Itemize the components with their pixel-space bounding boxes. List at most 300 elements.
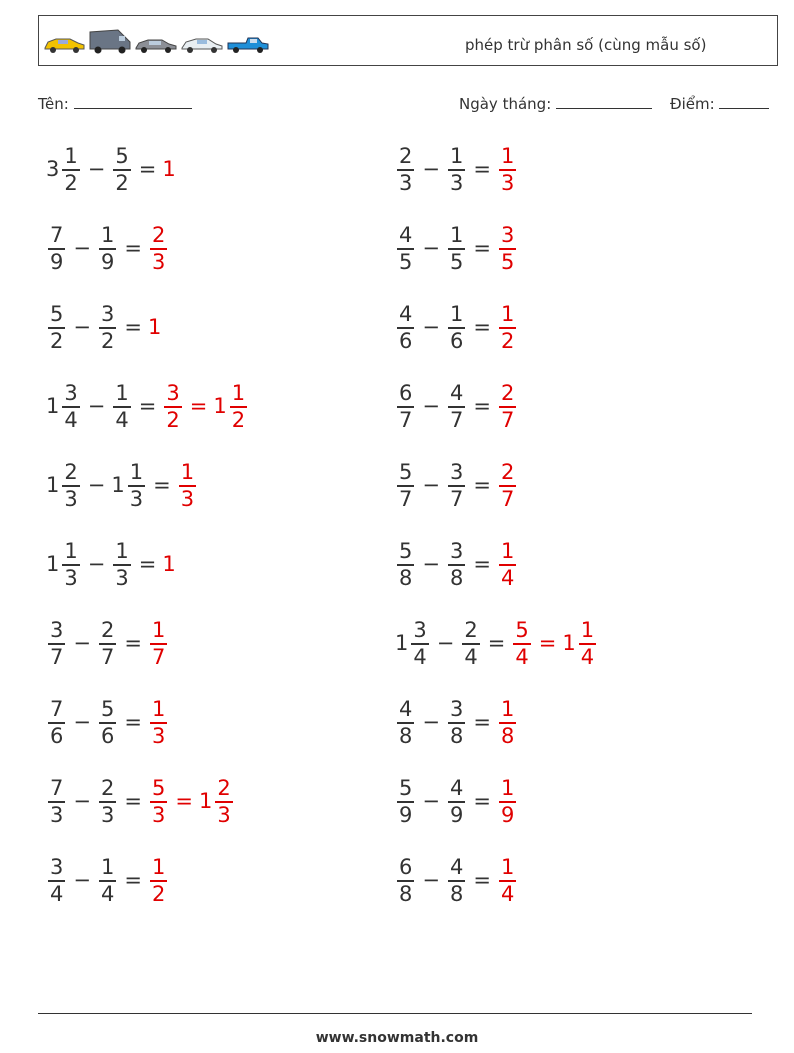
minus-sign: − bbox=[422, 315, 440, 340]
problem-15 bbox=[46, 698, 169, 747]
whole-number: 1 bbox=[395, 631, 409, 656]
fraction bbox=[448, 540, 465, 589]
numerator: 3 bbox=[449, 697, 464, 721]
subtrahend bbox=[111, 145, 132, 194]
fraction bbox=[48, 619, 65, 668]
answer-part bbox=[148, 698, 169, 747]
fraction bbox=[179, 461, 196, 510]
fraction bbox=[579, 619, 596, 668]
answer-part bbox=[497, 303, 518, 352]
fraction bbox=[513, 619, 530, 668]
numerator: 5 bbox=[151, 776, 166, 800]
equals-sign: = bbox=[473, 710, 491, 735]
hatchback-icon bbox=[180, 34, 224, 54]
fraction bbox=[397, 698, 414, 747]
van-icon bbox=[88, 28, 132, 54]
denominator: 4 bbox=[100, 881, 115, 906]
denominator: 4 bbox=[64, 407, 78, 432]
answer-part bbox=[497, 856, 518, 905]
answer-part bbox=[199, 777, 235, 826]
fraction bbox=[150, 856, 167, 905]
footer-url: www.snowmath.com bbox=[315, 1030, 479, 1046]
numerator: 2 bbox=[500, 381, 515, 405]
fraction bbox=[462, 619, 479, 668]
denominator: 7 bbox=[100, 644, 115, 669]
minus-sign: − bbox=[422, 236, 440, 261]
numerator: 1 bbox=[100, 855, 115, 879]
equals-sign: = bbox=[473, 394, 491, 419]
numerator: 1 bbox=[115, 539, 129, 563]
denominator: 2 bbox=[100, 328, 115, 353]
denominator: 8 bbox=[399, 723, 413, 748]
numerator: 3 bbox=[449, 460, 464, 484]
equals-sign: = bbox=[138, 157, 157, 182]
subtrahend bbox=[97, 224, 118, 273]
fraction bbox=[62, 145, 79, 194]
answer bbox=[148, 698, 169, 747]
minuend bbox=[46, 540, 82, 589]
numerator: 2 bbox=[100, 618, 115, 642]
minuend bbox=[395, 461, 416, 510]
minus-sign: − bbox=[422, 552, 440, 577]
denominator: 7 bbox=[151, 644, 166, 669]
numerator: 3 bbox=[413, 618, 427, 642]
problem-16 bbox=[395, 698, 518, 747]
minus-sign: − bbox=[87, 552, 106, 577]
denominator: 9 bbox=[50, 249, 64, 274]
answer bbox=[497, 303, 518, 352]
fraction bbox=[448, 698, 465, 747]
answer-part bbox=[148, 315, 162, 339]
numerator: 3 bbox=[449, 539, 464, 563]
numerator: 4 bbox=[399, 697, 413, 721]
denominator: 8 bbox=[399, 881, 413, 906]
problem-11 bbox=[46, 540, 177, 589]
minus-sign: − bbox=[73, 236, 91, 261]
numerator: 3 bbox=[166, 381, 180, 405]
sedan-icon bbox=[134, 34, 178, 54]
denominator: 5 bbox=[449, 249, 464, 274]
denominator: 3 bbox=[151, 723, 166, 748]
answer-part bbox=[162, 157, 176, 181]
whole-number: 1 bbox=[562, 631, 576, 656]
fraction bbox=[113, 382, 130, 431]
pickup-icon bbox=[226, 34, 270, 54]
answer bbox=[148, 619, 169, 668]
answer bbox=[148, 856, 169, 905]
denominator: 3 bbox=[500, 170, 515, 195]
numerator: 1 bbox=[115, 381, 129, 405]
numerator: 1 bbox=[64, 539, 78, 563]
denominator: 6 bbox=[399, 328, 413, 353]
numerator: 1 bbox=[500, 697, 515, 721]
denominator: 7 bbox=[399, 407, 413, 432]
subtrahend bbox=[446, 540, 467, 589]
minuend bbox=[46, 224, 67, 273]
subtrahend bbox=[111, 382, 132, 431]
numerator: 1 bbox=[180, 460, 195, 484]
minuend bbox=[46, 777, 67, 826]
numerator: 1 bbox=[500, 776, 515, 800]
fraction bbox=[215, 777, 232, 826]
minus-sign: − bbox=[436, 631, 455, 656]
subtrahend bbox=[446, 461, 467, 510]
fraction bbox=[397, 540, 414, 589]
answer-part bbox=[148, 619, 169, 668]
minus-sign: − bbox=[73, 631, 91, 656]
denominator: 2 bbox=[500, 328, 515, 353]
equals-sign: = bbox=[138, 552, 157, 577]
problem-3 bbox=[46, 224, 169, 273]
fraction bbox=[499, 856, 516, 905]
denominator: 7 bbox=[399, 486, 413, 511]
fraction bbox=[150, 777, 167, 826]
fraction bbox=[397, 303, 414, 352]
problem-13 bbox=[46, 619, 169, 668]
subtrahend bbox=[446, 698, 467, 747]
fraction bbox=[499, 303, 516, 352]
denominator: 3 bbox=[151, 249, 166, 274]
numerator: 3 bbox=[100, 302, 115, 326]
fraction bbox=[499, 224, 516, 273]
denominator: 8 bbox=[399, 565, 413, 590]
whole-number: 1 bbox=[111, 473, 125, 498]
fraction bbox=[99, 856, 116, 905]
whole-number: 1 bbox=[213, 394, 227, 419]
equals-sign: = bbox=[124, 631, 142, 656]
fraction bbox=[150, 698, 167, 747]
whole-number: 1 bbox=[162, 157, 176, 182]
equals-sign: = bbox=[124, 789, 142, 814]
minus-sign: − bbox=[73, 315, 91, 340]
equals-sign: = bbox=[473, 157, 491, 182]
numerator: 2 bbox=[100, 776, 115, 800]
subtrahend bbox=[446, 145, 467, 194]
answer-part bbox=[162, 382, 183, 431]
fraction bbox=[48, 777, 65, 826]
numerator: 4 bbox=[449, 776, 464, 800]
minus-sign: − bbox=[422, 473, 440, 498]
numerator: 1 bbox=[100, 223, 115, 247]
denominator: 4 bbox=[500, 565, 515, 590]
problem-5 bbox=[46, 303, 162, 352]
equals-sign: = bbox=[487, 631, 506, 656]
fraction bbox=[397, 382, 414, 431]
fraction bbox=[128, 461, 145, 510]
answer bbox=[497, 382, 518, 431]
fraction bbox=[499, 382, 516, 431]
minus-sign: − bbox=[422, 157, 440, 182]
problem-7 bbox=[46, 382, 249, 431]
whole-number: 1 bbox=[162, 552, 176, 577]
minus-sign: − bbox=[87, 394, 106, 419]
fraction bbox=[448, 145, 465, 194]
denominator: 4 bbox=[115, 407, 129, 432]
answer-part bbox=[148, 224, 169, 273]
subtrahend bbox=[446, 303, 467, 352]
denominator: 2 bbox=[64, 170, 78, 195]
minus-sign: − bbox=[73, 789, 91, 814]
minuend bbox=[46, 619, 67, 668]
equals-sign: = bbox=[473, 236, 491, 261]
numerator: 1 bbox=[500, 144, 515, 168]
subtrahend bbox=[446, 224, 467, 273]
numerator: 5 bbox=[100, 697, 115, 721]
date-line bbox=[556, 94, 652, 109]
denominator: 8 bbox=[449, 881, 464, 906]
numerator: 4 bbox=[399, 302, 413, 326]
answer-part bbox=[562, 619, 598, 668]
denominator: 3 bbox=[180, 486, 195, 511]
numerator: 4 bbox=[449, 381, 464, 405]
equals-sign: = bbox=[473, 473, 491, 498]
equals-sign: = bbox=[138, 394, 157, 419]
denominator: 6 bbox=[449, 328, 464, 353]
fraction bbox=[448, 224, 465, 273]
denominator: 7 bbox=[500, 486, 515, 511]
denominator: 3 bbox=[129, 486, 144, 511]
minus-sign: − bbox=[422, 710, 440, 735]
fraction bbox=[397, 856, 414, 905]
fraction bbox=[99, 303, 116, 352]
denominator: 8 bbox=[449, 565, 464, 590]
date-label: Ngày tháng: bbox=[459, 95, 552, 113]
whole-number: 3 bbox=[46, 157, 60, 182]
date-field bbox=[459, 94, 652, 113]
denominator: 8 bbox=[500, 723, 515, 748]
fraction bbox=[62, 540, 79, 589]
answer bbox=[148, 777, 235, 826]
numerator: 2 bbox=[151, 223, 166, 247]
minuend bbox=[395, 777, 416, 826]
equals-sign: = bbox=[473, 868, 491, 893]
answer bbox=[497, 698, 518, 747]
name-field bbox=[38, 94, 192, 113]
problem-8 bbox=[395, 382, 518, 431]
problem-14 bbox=[395, 619, 598, 668]
fraction bbox=[62, 461, 79, 510]
fraction bbox=[99, 698, 116, 747]
fraction bbox=[499, 698, 516, 747]
fraction bbox=[48, 698, 65, 747]
numerator: 5 bbox=[399, 460, 413, 484]
numerator: 4 bbox=[449, 855, 464, 879]
subtrahend bbox=[97, 619, 118, 668]
fraction bbox=[48, 303, 65, 352]
minus-sign: − bbox=[87, 157, 106, 182]
denominator: 4 bbox=[413, 644, 427, 669]
fraction bbox=[499, 540, 516, 589]
numerator: 1 bbox=[151, 855, 166, 879]
denominator: 2 bbox=[50, 328, 64, 353]
numerator: 3 bbox=[500, 223, 515, 247]
answer bbox=[497, 540, 518, 589]
denominator: 9 bbox=[500, 802, 515, 827]
equals-sign: = bbox=[124, 236, 142, 261]
answer bbox=[162, 382, 249, 431]
equals-sign: = bbox=[473, 315, 491, 340]
denominator: 4 bbox=[580, 644, 595, 669]
problem-18 bbox=[395, 777, 518, 826]
score-line bbox=[719, 94, 769, 109]
minus-sign: − bbox=[73, 868, 91, 893]
numerator: 3 bbox=[64, 381, 78, 405]
numerator: 1 bbox=[449, 144, 464, 168]
answer bbox=[497, 461, 518, 510]
denominator: 3 bbox=[449, 170, 464, 195]
denominator: 9 bbox=[399, 802, 413, 827]
whole-number: 1 bbox=[147, 315, 162, 340]
name-label: Tên: bbox=[38, 95, 69, 113]
fraction bbox=[99, 777, 116, 826]
denominator: 3 bbox=[399, 170, 413, 195]
equals-sign: = bbox=[473, 552, 491, 577]
minus-sign: − bbox=[422, 394, 440, 419]
numerator: 6 bbox=[399, 855, 413, 879]
problem-20 bbox=[395, 856, 518, 905]
answer-part bbox=[497, 145, 518, 194]
fraction bbox=[448, 856, 465, 905]
fraction bbox=[48, 224, 65, 273]
answer-part bbox=[497, 698, 518, 747]
numerator: 1 bbox=[449, 223, 464, 247]
numerator: 2 bbox=[500, 460, 515, 484]
denominator: 6 bbox=[50, 723, 64, 748]
fraction bbox=[397, 145, 414, 194]
numerator: 7 bbox=[50, 697, 64, 721]
numerator: 2 bbox=[399, 144, 413, 168]
numerator: 4 bbox=[399, 223, 413, 247]
equals-sign: = bbox=[124, 868, 142, 893]
problem-4 bbox=[395, 224, 518, 273]
equals-sign: = bbox=[124, 710, 142, 735]
fraction bbox=[99, 619, 116, 668]
fraction bbox=[499, 777, 516, 826]
subtrahend bbox=[111, 461, 147, 510]
denominator: 3 bbox=[100, 802, 115, 827]
denominator: 5 bbox=[500, 249, 515, 274]
numerator: 1 bbox=[129, 460, 144, 484]
problem-6 bbox=[395, 303, 518, 352]
answer bbox=[497, 856, 518, 905]
fraction bbox=[164, 382, 181, 431]
score-field bbox=[670, 94, 769, 113]
subtrahend bbox=[111, 540, 132, 589]
subtrahend bbox=[460, 619, 481, 668]
minuend bbox=[395, 145, 416, 194]
numerator: 1 bbox=[64, 144, 78, 168]
numerator: 5 bbox=[50, 302, 64, 326]
denominator: 3 bbox=[115, 565, 129, 590]
equals-sign: = bbox=[153, 473, 171, 498]
minuend bbox=[46, 382, 82, 431]
answer-part bbox=[162, 552, 176, 576]
denominator: 2 bbox=[151, 881, 166, 906]
answer bbox=[148, 224, 169, 273]
fraction bbox=[397, 777, 414, 826]
numerator: 7 bbox=[50, 776, 64, 800]
answer bbox=[177, 461, 198, 510]
subtrahend bbox=[97, 856, 118, 905]
numerator: 5 bbox=[115, 144, 129, 168]
numerator: 1 bbox=[151, 618, 166, 642]
minuend bbox=[395, 540, 416, 589]
header-box bbox=[38, 15, 778, 66]
minuend bbox=[395, 698, 416, 747]
minus-sign: − bbox=[87, 473, 106, 498]
problem-17 bbox=[46, 777, 235, 826]
minus-sign: − bbox=[422, 868, 440, 893]
answer bbox=[511, 619, 598, 668]
fraction bbox=[448, 303, 465, 352]
footer-divider bbox=[38, 1013, 752, 1014]
answer bbox=[162, 157, 176, 181]
numerator: 6 bbox=[399, 381, 413, 405]
numerator: 1 bbox=[500, 539, 515, 563]
problem-9 bbox=[46, 461, 198, 510]
equals-sign: = bbox=[473, 789, 491, 814]
fraction bbox=[150, 619, 167, 668]
answer bbox=[497, 777, 518, 826]
fraction bbox=[411, 619, 428, 668]
answer-part bbox=[148, 777, 169, 826]
answer-part bbox=[497, 461, 518, 510]
denominator: 4 bbox=[515, 644, 529, 669]
denominator: 7 bbox=[449, 486, 464, 511]
problem-12 bbox=[395, 540, 518, 589]
numerator: 3 bbox=[50, 618, 64, 642]
denominator: 2 bbox=[166, 407, 180, 432]
numerator: 1 bbox=[151, 697, 166, 721]
denominator: 3 bbox=[151, 802, 166, 827]
fraction bbox=[62, 382, 79, 431]
fraction bbox=[499, 461, 516, 510]
subtrahend bbox=[446, 856, 467, 905]
fraction bbox=[230, 382, 247, 431]
minuend bbox=[395, 224, 416, 273]
numerator: 1 bbox=[449, 302, 464, 326]
whole-number: 1 bbox=[46, 473, 60, 498]
numerator: 2 bbox=[217, 776, 231, 800]
fraction bbox=[397, 224, 414, 273]
numerator: 2 bbox=[64, 460, 78, 484]
name-line bbox=[74, 94, 192, 109]
problem-10 bbox=[395, 461, 518, 510]
fraction bbox=[150, 224, 167, 273]
numerator: 3 bbox=[50, 855, 64, 879]
denominator: 5 bbox=[399, 249, 413, 274]
fraction bbox=[448, 777, 465, 826]
answer-part bbox=[497, 777, 518, 826]
minuend bbox=[46, 461, 82, 510]
minus-sign: − bbox=[422, 789, 440, 814]
car-icons bbox=[42, 28, 270, 54]
whole-number: 1 bbox=[198, 789, 213, 814]
problem-19 bbox=[46, 856, 169, 905]
numerator: 1 bbox=[580, 618, 595, 642]
answer-part bbox=[213, 382, 249, 431]
answer-part bbox=[497, 224, 518, 273]
numerator: 2 bbox=[464, 618, 478, 642]
whole-number: 1 bbox=[46, 394, 60, 419]
answer-part bbox=[497, 382, 518, 431]
answer-part bbox=[177, 461, 198, 510]
denominator: 9 bbox=[449, 802, 464, 827]
equals-sign: = bbox=[124, 315, 142, 340]
answer-part bbox=[511, 619, 532, 668]
answer-part bbox=[497, 540, 518, 589]
fraction bbox=[448, 382, 465, 431]
